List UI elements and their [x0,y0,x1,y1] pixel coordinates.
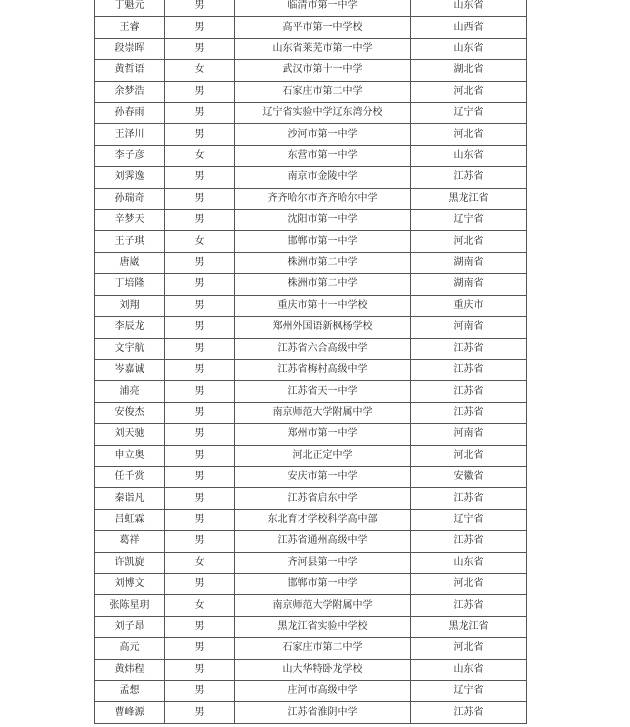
province-cell: 黑龙江省 [411,188,527,209]
school-cell: 东营市第一中学 [235,145,411,166]
gender-cell: 男 [165,359,235,380]
province-cell: 河北省 [411,573,527,594]
gender-cell: 男 [165,317,235,338]
gender-cell: 男 [165,0,235,17]
gender-cell: 男 [165,38,235,59]
student-name-cell: 安俊杰 [95,402,165,423]
school-cell: 株洲市第二中学 [235,252,411,273]
student-name-cell: 张陈星玥 [95,595,165,616]
school-cell: 齐齐哈尔市齐齐哈尔中学 [235,188,411,209]
province-cell: 安徽省 [411,466,527,487]
province-cell: 河北省 [411,445,527,466]
table-row [95,81,527,102]
province-cell: 江苏省 [411,595,527,616]
table-row [95,445,527,466]
gender-cell: 男 [165,402,235,423]
province-cell: 黑龙江省 [411,616,527,637]
table-row [95,103,527,124]
student-name-cell: 秦诣凡 [95,488,165,509]
student-name-cell: 段崇晖 [95,38,165,59]
province-cell: 山东省 [411,659,527,680]
student-name-cell: 黄哲语 [95,60,165,81]
student-name-cell: 刘天驰 [95,424,165,445]
student-table [94,0,527,724]
table-row [95,188,527,209]
table-row [95,424,527,445]
school-cell: 石家庄市第二中学 [235,81,411,102]
gender-cell: 女 [165,231,235,252]
province-cell: 江苏省 [411,359,527,380]
province-cell: 江苏省 [411,702,527,723]
table-row [95,552,527,573]
student-name-cell: 曹峰源 [95,702,165,723]
school-cell: 南京师范大学附属中学 [235,402,411,423]
province-cell: 河北省 [411,231,527,252]
province-cell: 山东省 [411,145,527,166]
student-name-cell: 浦亮 [95,381,165,402]
gender-cell: 男 [165,295,235,316]
school-cell: 邯郸市第一中学 [235,573,411,594]
table-row [95,381,527,402]
table-row [95,295,527,316]
student-name-cell: 王泽川 [95,124,165,145]
province-cell: 江苏省 [411,531,527,552]
table-row [95,681,527,702]
province-cell: 山西省 [411,17,527,38]
school-cell: 沈阳市第一中学 [235,210,411,231]
province-cell: 重庆市 [411,295,527,316]
school-cell: 庄河市高级中学 [235,681,411,702]
table-row [95,359,527,380]
school-cell: 南京市金陵中学 [235,167,411,188]
school-cell: 江苏省通州高级中学 [235,531,411,552]
student-name-cell: 刘博文 [95,573,165,594]
province-cell: 湖北省 [411,60,527,81]
gender-cell: 男 [165,509,235,530]
student-name-cell: 唐崴 [95,252,165,273]
school-cell: 邯郸市第一中学 [235,231,411,252]
province-cell: 辽宁省 [411,210,527,231]
gender-cell: 男 [165,338,235,359]
gender-cell: 男 [165,531,235,552]
table-row [95,595,527,616]
table-row [95,252,527,273]
table-row [95,509,527,530]
student-name-cell: 李辰龙 [95,317,165,338]
school-cell: 辽宁省实验中学辽东湾分校 [235,103,411,124]
school-cell: 江苏省启东中学 [235,488,411,509]
student-name-cell: 刘子昂 [95,616,165,637]
table-row [95,317,527,338]
table-row [95,0,527,17]
gender-cell: 男 [165,616,235,637]
gender-cell: 男 [165,424,235,445]
student-name-cell: 葛祥 [95,531,165,552]
gender-cell: 男 [165,488,235,509]
student-table-body [95,0,527,723]
province-cell: 江苏省 [411,402,527,423]
table-row [95,659,527,680]
school-cell: 郑州市第一中学 [235,424,411,445]
school-cell: 黑龙江省实验中学校 [235,616,411,637]
table-row [95,338,527,359]
student-name-cell: 王子琪 [95,231,165,252]
gender-cell: 男 [165,445,235,466]
school-cell: 株洲市第二中学 [235,274,411,295]
school-cell: 重庆市第十一中学校 [235,295,411,316]
table-row [95,402,527,423]
student-name-cell: 黄炜程 [95,659,165,680]
province-cell: 江苏省 [411,381,527,402]
province-cell: 辽宁省 [411,681,527,702]
school-cell: 山东省莱芜市第一中学 [235,38,411,59]
school-cell: 石家庄市第二中学 [235,638,411,659]
school-cell: 南京师范大学附属中学 [235,595,411,616]
gender-cell: 男 [165,188,235,209]
student-list-sheet [94,0,526,724]
student-name-cell: 孙春雨 [95,103,165,124]
province-cell: 河北省 [411,81,527,102]
student-name-cell: 高元 [95,638,165,659]
student-name-cell: 岑嘉诚 [95,359,165,380]
gender-cell: 男 [165,81,235,102]
province-cell: 湖南省 [411,252,527,273]
table-row [95,573,527,594]
student-name-cell: 吕虹霖 [95,509,165,530]
province-cell: 山东省 [411,38,527,59]
school-cell: 武汉市第十一中学 [235,60,411,81]
province-cell: 辽宁省 [411,509,527,530]
province-cell: 河南省 [411,317,527,338]
student-name-cell: 孟想 [95,681,165,702]
gender-cell: 男 [165,381,235,402]
province-cell: 河北省 [411,124,527,145]
gender-cell: 男 [165,274,235,295]
table-row [95,60,527,81]
gender-cell: 男 [165,167,235,188]
school-cell: 郑州外国语新枫杨学校 [235,317,411,338]
table-row [95,638,527,659]
table-row [95,466,527,487]
table-row [95,531,527,552]
student-name-cell: 文宇航 [95,338,165,359]
table-row [95,167,527,188]
school-cell: 齐河县第一中学 [235,552,411,573]
gender-cell: 男 [165,252,235,273]
table-row [95,488,527,509]
province-cell: 河北省 [411,638,527,659]
student-name-cell: 任千赏 [95,466,165,487]
gender-cell: 男 [165,17,235,38]
table-row [95,38,527,59]
school-cell: 临清市第一中学 [235,0,411,17]
province-cell: 江苏省 [411,488,527,509]
student-name-cell: 孙瑞奇 [95,188,165,209]
table-row [95,274,527,295]
gender-cell: 男 [165,124,235,145]
school-cell: 江苏省天一中学 [235,381,411,402]
table-row [95,210,527,231]
student-name-cell: 李子彦 [95,145,165,166]
province-cell: 辽宁省 [411,103,527,124]
gender-cell: 男 [165,681,235,702]
school-cell: 山大华特卧龙学校 [235,659,411,680]
gender-cell: 男 [165,103,235,124]
table-row [95,231,527,252]
gender-cell: 男 [165,638,235,659]
province-cell: 山东省 [411,0,527,17]
student-name-cell: 申立奥 [95,445,165,466]
gender-cell: 女 [165,595,235,616]
student-name-cell: 刘翔 [95,295,165,316]
table-row [95,702,527,723]
gender-cell: 女 [165,145,235,166]
school-cell: 安庆市第一中学 [235,466,411,487]
province-cell: 河南省 [411,424,527,445]
school-cell: 江苏省淮阴中学 [235,702,411,723]
gender-cell: 男 [165,702,235,723]
student-name-cell: 刘霁逸 [95,167,165,188]
province-cell: 湖南省 [411,274,527,295]
table-row [95,17,527,38]
school-cell: 河北正定中学 [235,445,411,466]
student-name-cell: 丁魁元 [95,0,165,17]
table-row [95,124,527,145]
student-name-cell: 余梦浩 [95,81,165,102]
school-cell: 江苏省六合高级中学 [235,338,411,359]
table-row [95,145,527,166]
table-row [95,616,527,637]
gender-cell: 女 [165,60,235,81]
school-cell: 高平市第一中学校 [235,17,411,38]
province-cell: 江苏省 [411,167,527,188]
student-name-cell: 辛梦天 [95,210,165,231]
school-cell: 东北育才学校科学高中部 [235,509,411,530]
school-cell: 沙河市第一中学 [235,124,411,145]
gender-cell: 女 [165,552,235,573]
province-cell: 江苏省 [411,338,527,359]
province-cell: 山东省 [411,552,527,573]
school-cell: 江苏省梅村高级中学 [235,359,411,380]
student-name-cell: 王睿 [95,17,165,38]
gender-cell: 男 [165,573,235,594]
student-name-cell: 丁培隆 [95,274,165,295]
gender-cell: 男 [165,466,235,487]
gender-cell: 男 [165,659,235,680]
student-name-cell: 许凯旋 [95,552,165,573]
gender-cell: 男 [165,210,235,231]
